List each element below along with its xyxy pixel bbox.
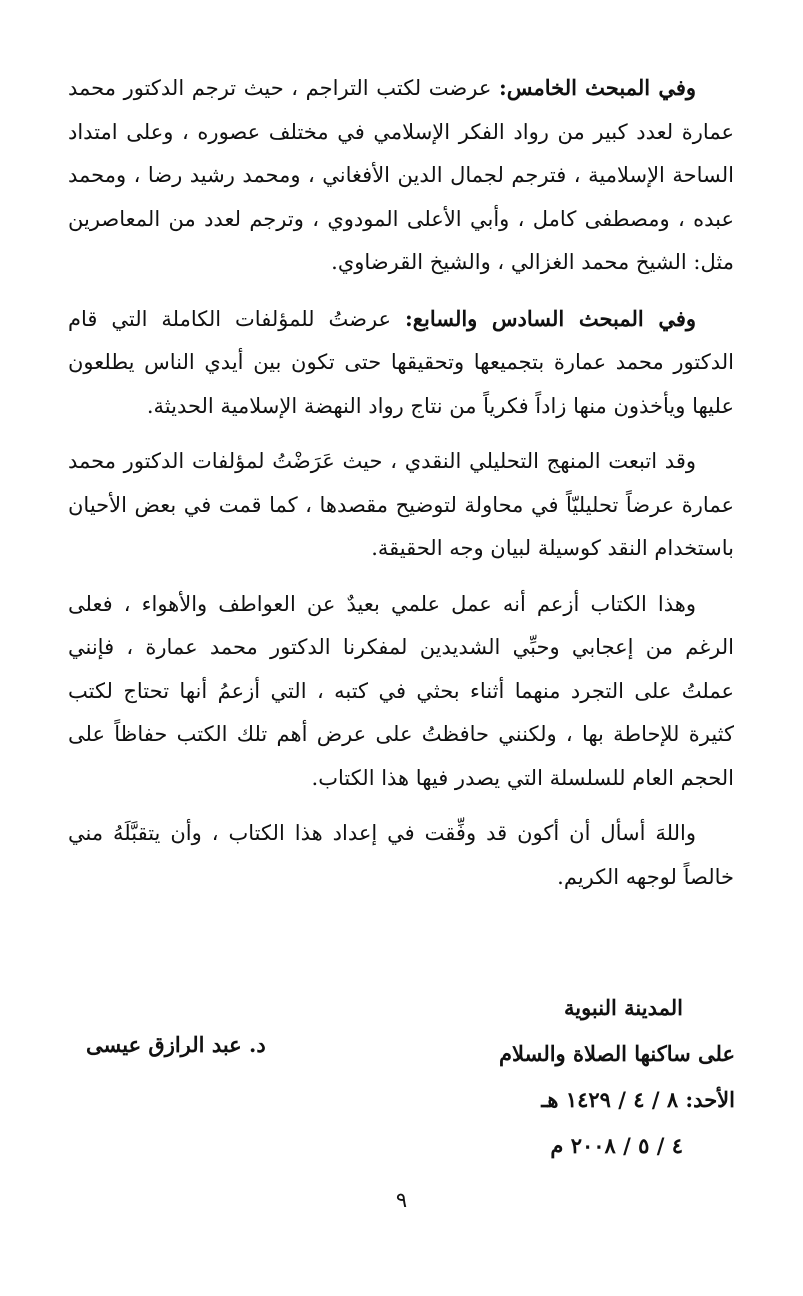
- place-name: المدينة النبوية: [563, 995, 683, 1020]
- page-number: ٩: [395, 1188, 408, 1212]
- blessing-line: على ساكنها الصلاة والسلام: [499, 1041, 735, 1066]
- paragraph-text: وقد اتبعت المنهج التحليلي النقدي ، حيث عَرَضْتُ لمؤلفات الدكتور محمد عمارة عرضاً تحليليّاً في محاولة لتوضيح مقصدها ، كما قمت في بعض الأحيان باستخدام النقد كوسيلة لبيان وجه الحقيقة.: [68, 449, 734, 560]
- paragraph-lead: وفي المبحث الخامس:: [498, 75, 696, 100]
- paragraph-text: عرضت لكتب التراجم ، حيث ترجم الدكتور محمد عمارة لعدد كبير من رواد الفكر الإسلامي في مختلف عصوره ، وعلى امتداد الساحة الإسلامية ، فترجم لجمال الدين الأفغاني ، ومحمد رشيد رضا ، ومحمد عبده ، ومصطفى كامل ، وأبي الأعلى المودوي ، وترجم لعدد من المعاصرين مثل: الشيخ محمد الغزالي ، والشيخ القرضاوي.: [68, 76, 734, 274]
- paragraph-text: عرضتُ للمؤلفات الكاملة التي قام الدكتور محمد عمارة بتجميعها وتحقيقها حتى تكون بين أيدي الناس يطلعون عليها ويأخذون منها زاداً فكرياً من نتاج رواد النهضة الإسلامية الحديثة.: [68, 306, 734, 418]
- body-text: [68, 66, 734, 911]
- paragraph-text: واللهَ أسأل أن أكون قد وفِّقت في إعداد هذا الكتاب ، وأن يتقبَّلَهُ مني خالصاً لوجهه الكريم.: [68, 821, 734, 889]
- paragraph-closing: [68, 812, 734, 899]
- paragraph-claim: [68, 583, 734, 801]
- paragraph-lead: وفي المبحث السادس والسابع:: [405, 305, 696, 331]
- date-gregorian: ٤ / ٥ / ٢٠٠٨ م: [550, 1133, 683, 1158]
- paragraph-chapter-5: [68, 66, 734, 285]
- author-name: د. عبد الرازق عيسى: [86, 1032, 266, 1057]
- signature-place-date: [499, 985, 735, 1169]
- date-hijri: الأحد: ٨ / ٤ / ١٤٢٩ هـ: [541, 1087, 735, 1112]
- paragraph-chapter-6-7: [68, 297, 734, 429]
- paragraph-text: وهذا الكتاب أزعم أنه عمل علمي بعيدٌ عن العواطف والأهواء ، فعلى الرغم من إعجابي وحبِّي الشديدين لمفكرنا الدكتور محمد عمارة ، فإنني عملتُ على التجرد منهما أثناء بحثي في كتبه ، التي أزعمُ أنها تحتاج لكتب كثيرة للإحاطة بها ، ولكنني حافظتُ على عرض أهم تلك الكتب حفاظاً على الحجم العام للسلسلة التي يصدر فيها هذا الكتاب.: [68, 591, 734, 790]
- paragraph-method: [68, 440, 734, 571]
